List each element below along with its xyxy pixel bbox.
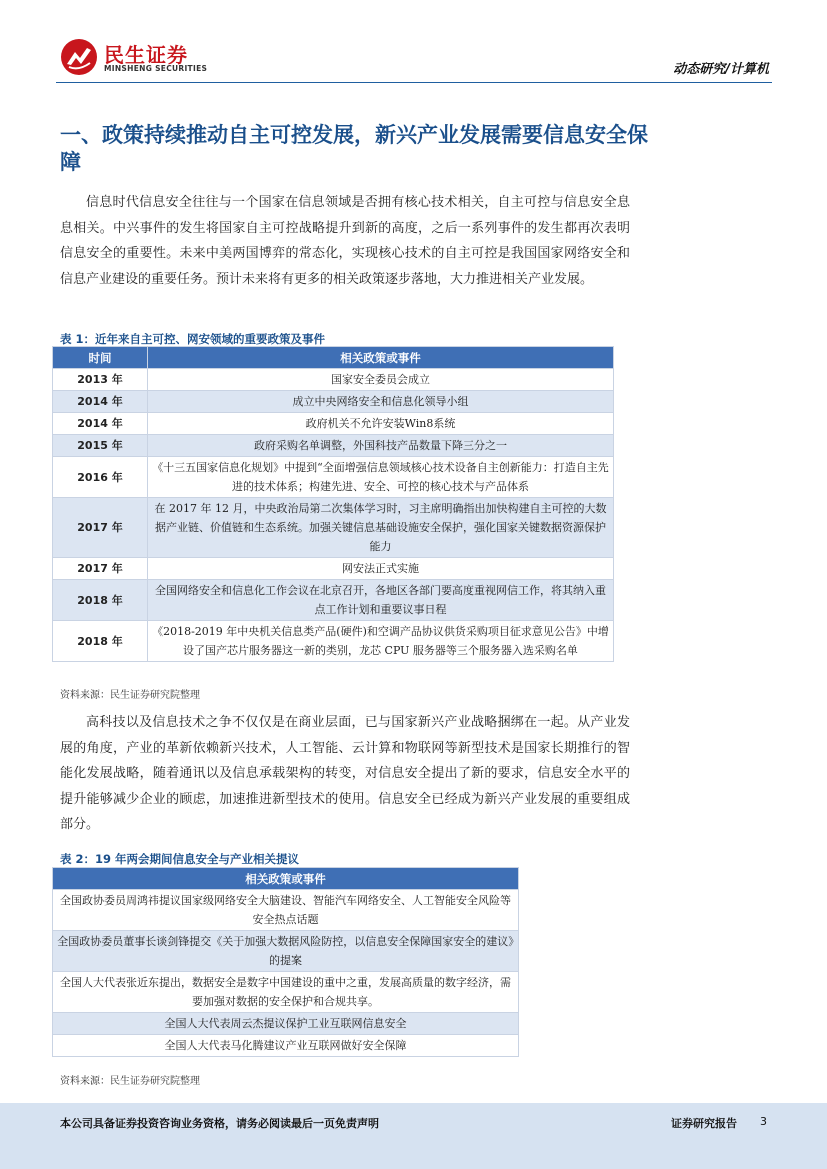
row-year: 2015 年 [53, 435, 148, 457]
row-year: 2018 年 [53, 580, 148, 621]
table-row [53, 580, 614, 621]
table2-source: 资料来源：民生证券研究院整理 [60, 1076, 200, 1087]
table-row [53, 621, 614, 662]
row-event: 全国网络安全和信息化工作会议在北京召开，各地区各部门要高度重视网信工作，将其纳入重点工作计划和重要议事日程 [148, 580, 614, 621]
row-year: 2017 年 [53, 498, 148, 558]
proposal-text: 全国人大代表马化腾建议产业互联网做好安全保障 [53, 1035, 519, 1057]
table2-header-row [53, 868, 519, 890]
proposal-text: 全国人大代表张近东提出，数据安全是数字中国建设的重中之重，发展高质量的数字经济，需要加强对数据的安全保护和合规共享。 [53, 972, 519, 1013]
minsheng-logo-icon [60, 38, 98, 76]
row-event: 政府机关不允许安装Win8系统 [148, 413, 614, 435]
body-paragraph-1: 信息时代信息安全往往与一个国家在信息领域是否拥有核心技术相关，自主可控与信息安全息息相关。中兴事件的发生将国家自主可控战略提升到新的高度，之后一系列事件的发生都再次表明信息安全的重要性。未来中美两国博弈的常态化，实现核心技术的自主可控是我国国家网络安全和信息产业建设的重要任务。预计未来将有更多的相关政策逐步落地，大力推进相关产业发展。 [60, 195, 630, 287]
proposal-text: 全国政协委员董事长谈剑锋提交《关于加强大数据风险防控，以信息安全保障国家安全的建议》的提案 [53, 931, 519, 972]
header-divider [56, 82, 772, 83]
table-row [53, 435, 614, 457]
row-event: 国家安全委员会成立 [148, 369, 614, 391]
table-row [53, 972, 519, 1013]
logo-english-name: MINSHENG SECURITIES [104, 64, 208, 73]
table-row [53, 369, 614, 391]
table-row [53, 391, 614, 413]
row-event: 政府采购名单调整，外国科技产品数量下降三分之一 [148, 435, 614, 457]
page-header [0, 0, 827, 86]
body-paragraph-2: 高科技以及信息技术之争不仅仅是在商业层面，已与国家新兴产业战略捆绑在一起。从产业发展的角度，产业的革新依赖新兴技术，人工智能、云计算和物联网等新型技术是国家长期推行的智能化发展战略，随着通讯以及信息承载架构的转变，对信息安全提出了新的要求，信息安全水平的提升能够减少企业的顾虑，加速推进新型技术的使用。信息安全已经成为新兴产业发展的重要组成部分。 [60, 715, 630, 832]
row-event: 《十三五国家信息化规划》中提到“全面增强信息领域核心技术设备自主创新能力：打造自主先进的技术体系；构建先进、安全、可控的核心技术与产品体系 [148, 457, 614, 498]
table2-caption: 表 2：19 年两会期间信息安全与产业相关提议 [60, 852, 300, 866]
table1-header-event: 相关政策或事件 [148, 347, 614, 369]
table-row [53, 1035, 519, 1057]
proposal-text: 全国人大代表周云杰提议保护工业互联网信息安全 [53, 1013, 519, 1035]
logo-chinese-name: 民生证券 [104, 43, 188, 67]
row-event: 在 2017 年 12 月，中央政治局第二次集体学习时，习主席明确指出加快构建自主可控的大数据产业链、价值链和生态系统。加强关键信息基础设施安全保护，强化国家关键数据资源保护能力 [148, 498, 614, 558]
table-row [53, 931, 519, 972]
footer-disclaimer: 本公司具备证券投资咨询业务资格，请务必阅读最后一页免责声明 [60, 1117, 379, 1130]
row-year: 2017 年 [53, 558, 148, 580]
company-logo [60, 38, 220, 78]
section-title: 一、政策持续推动自主可控发展，新兴产业发展需要信息安全保障 [60, 123, 648, 174]
table-row [53, 558, 614, 580]
row-year: 2018 年 [53, 621, 148, 662]
document-type: 动态研究/计算机 [673, 62, 769, 77]
page-number: 3 [760, 1115, 767, 1128]
table-row [53, 457, 614, 498]
row-event: 《2018-2019 年中央机关信息类产品(硬件)和空调产品协议供货采购项目征求意见公告》中增设了国产芯片服务器这一新的类别，龙芯 CPU 服务器等三个服务器入选采购名单 [148, 621, 614, 662]
row-year: 2014 年 [53, 391, 148, 413]
proposal-text: 全国政协委员周鸿祎提议国家级网络安全大脑建设、智能汽车网络安全、人工智能安全风险等安全热点话题 [53, 890, 519, 931]
table2-header-event: 相关政策或事件 [53, 868, 519, 890]
two-sessions-proposals-table [52, 867, 519, 1057]
row-event: 网安法正式实施 [148, 558, 614, 580]
row-year: 2014 年 [53, 413, 148, 435]
table-row [53, 413, 614, 435]
page-footer [0, 1103, 827, 1169]
table-row [53, 1013, 519, 1035]
table1-caption: 表 1：近年来自主可控、网安领域的重要政策及事件 [60, 332, 326, 346]
policy-events-table [52, 346, 614, 662]
table1-header-time: 时间 [53, 347, 148, 369]
footer-report-type: 证券研究报告 [671, 1117, 737, 1130]
table1-header-row [53, 347, 614, 369]
table1-source: 资料来源：民生证券研究院整理 [60, 690, 200, 701]
row-year: 2013 年 [53, 369, 148, 391]
row-event: 成立中央网络安全和信息化领导小组 [148, 391, 614, 413]
row-year: 2016 年 [53, 457, 148, 498]
table-row [53, 498, 614, 558]
table-row [53, 890, 519, 931]
